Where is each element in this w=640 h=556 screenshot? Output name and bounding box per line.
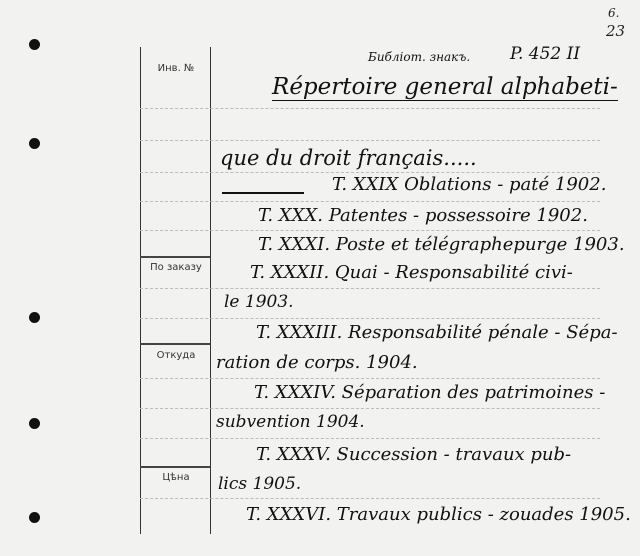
field-separator (140, 343, 210, 345)
rule-line (140, 108, 600, 109)
entry-line: T. XXXIV. Séparation des patrimoines - (254, 382, 606, 403)
rule-line (140, 288, 600, 289)
field-separator (140, 256, 210, 258)
punch-hole-4 (29, 418, 40, 429)
price-label: Цѣна (162, 472, 190, 483)
entry-line: le 1903. (224, 292, 294, 312)
entry-line: T. XXXII. Quai - Responsabilité civi- (250, 262, 573, 283)
title-rule (222, 192, 304, 194)
catalog-value: P. 452 II (510, 44, 581, 64)
corner-number: 23 (606, 22, 626, 40)
rule-line (140, 408, 600, 409)
entry-line: T. XXXVI. Travaux publics - zouades 1905. (246, 504, 631, 525)
field-separator (140, 466, 210, 468)
entry-line: lics 1905. (218, 474, 302, 494)
title-line-1: Répertoire general alphabeti- (272, 74, 618, 100)
punch-hole-5 (29, 512, 40, 523)
inventory-number-label: Инв. № (157, 63, 195, 74)
entry-line: T. XXXI. Poste et télégraphepurge 1903. (258, 234, 625, 255)
rule-line (140, 498, 600, 499)
punch-hole-1 (29, 39, 40, 50)
column-border-right (210, 47, 211, 534)
punch-hole-3 (29, 312, 40, 323)
rule-line (140, 378, 600, 379)
source-label: Откуда (156, 350, 196, 361)
rule-line (140, 318, 600, 319)
entry-line: T. XXXV. Succession - travaux pub- (256, 444, 572, 465)
rule-line (140, 230, 600, 231)
rule-line (140, 201, 600, 202)
corner-mark: 6. (608, 6, 620, 20)
entry-line: subvention 1904. (216, 412, 365, 432)
rule-line (140, 438, 600, 439)
rule-line (140, 172, 600, 173)
entry-line: T. XXX. Patentes - possessoire 1902. (258, 205, 588, 226)
order-label: По заказу (150, 262, 202, 273)
entry-line: ration de corps. 1904. (216, 352, 418, 373)
entry-line: T. XXIX Oblations - paté 1902. (332, 174, 607, 195)
punch-hole-2 (29, 138, 40, 149)
column-border-left (140, 47, 141, 534)
catalog-label: Библіот. знакъ. (368, 50, 471, 64)
title-line-2: que du droit français..... (220, 146, 477, 170)
entry-line: T. XXXIII. Responsabilité pénale - Sépa- (256, 322, 618, 343)
rule-line (140, 140, 600, 141)
